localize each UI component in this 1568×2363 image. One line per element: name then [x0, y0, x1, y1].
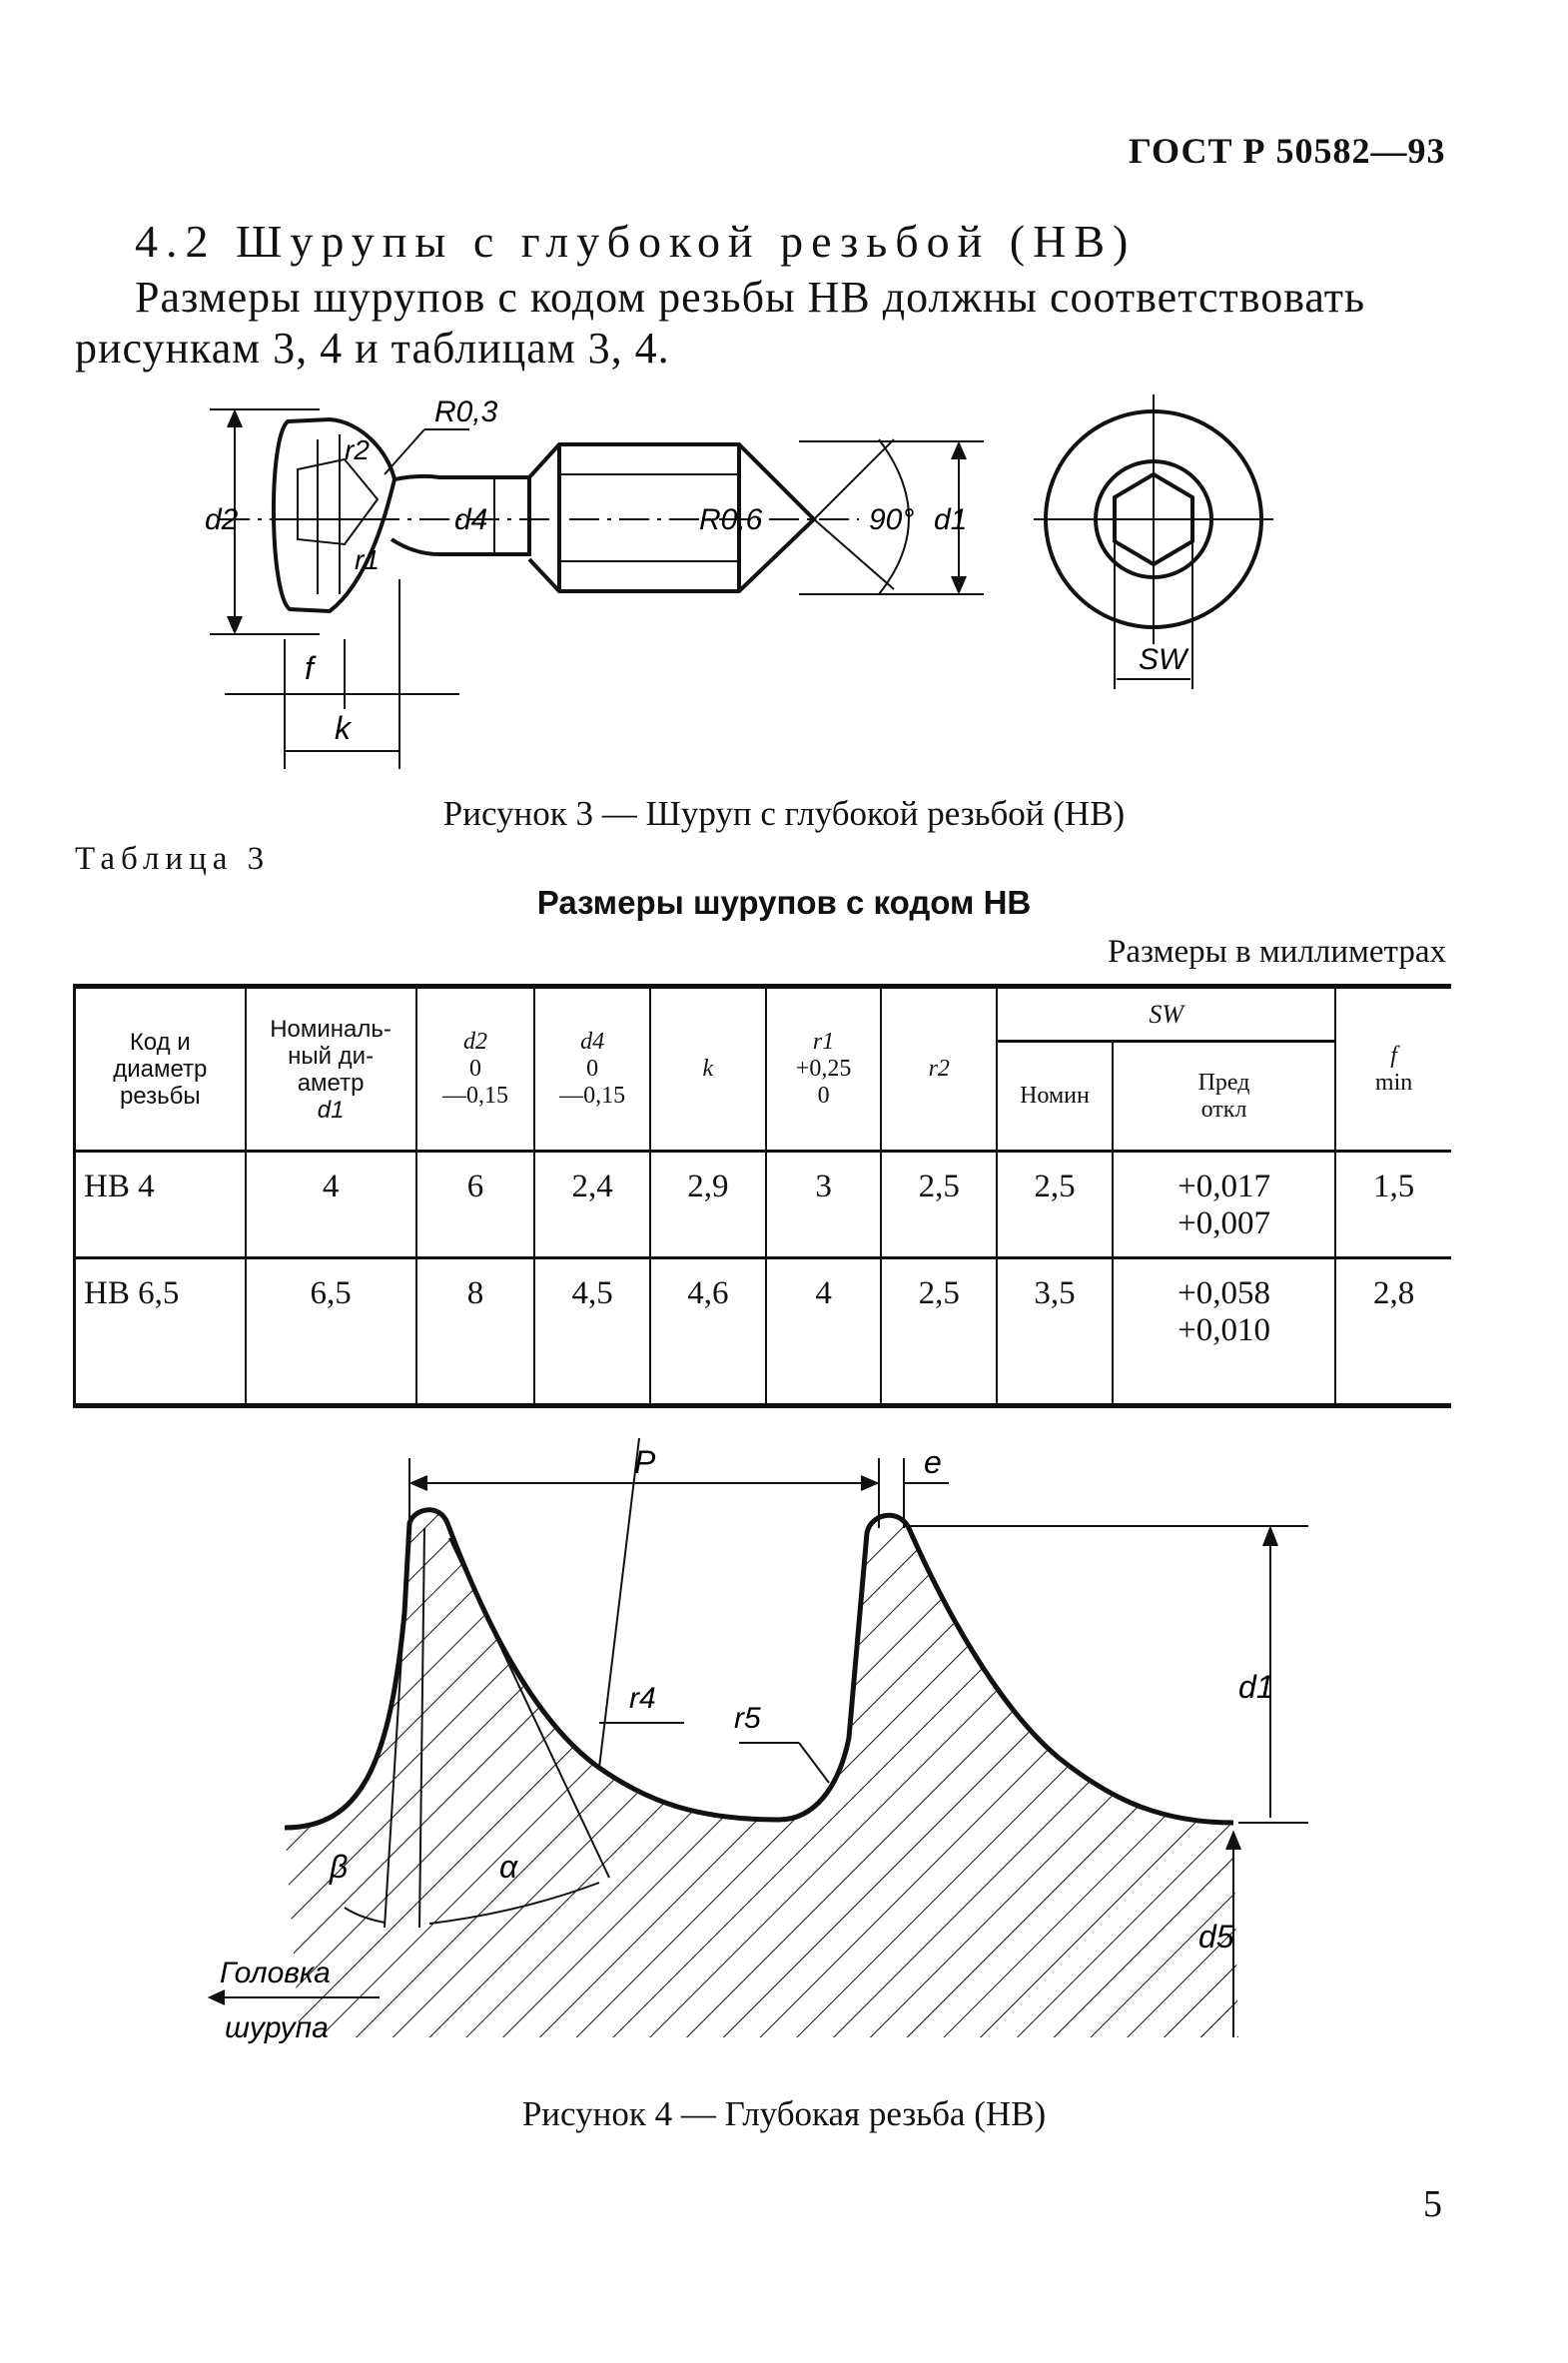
label-r5: r5: [734, 1702, 761, 1735]
label-sw: SW: [1139, 643, 1187, 676]
cell-d1: 6,5: [246, 1258, 416, 1406]
label-r2: r2: [345, 434, 370, 465]
cell-sw-nominal: 2,5: [997, 1152, 1113, 1258]
table-label: Таблица 3: [75, 841, 271, 877]
cell-code: НВ 6,5: [75, 1258, 246, 1406]
header-k: k: [650, 987, 766, 1152]
label-beta: β: [330, 1849, 349, 1885]
header-code: Код и диаметр резьбы: [75, 987, 246, 1152]
label-r03: R0,3: [434, 395, 498, 428]
figure-4-caption: Рисунок 4 — Глубокая резьба (НВ): [521, 2094, 1047, 2133]
label-d1: d1: [934, 503, 968, 536]
table-row: [75, 1152, 1452, 1258]
table-title: Размеры шурупов с кодом НВ: [536, 884, 1032, 921]
dimensions-table: [73, 984, 1451, 1408]
cell-sw-deviation: +0,058 +0,010: [1113, 1258, 1335, 1406]
label-k: k: [335, 710, 351, 746]
header-d2: d2 0 —0,15: [416, 987, 535, 1152]
cell-code: НВ 4: [75, 1152, 246, 1258]
cell-d4: 2,4: [534, 1152, 650, 1258]
figure-3-caption: Рисунок 3 — Шуруп с глубокой резьбой (НВ): [442, 794, 1126, 833]
cell-f: 2,8: [1335, 1258, 1451, 1406]
label-r06: R0,6: [699, 503, 763, 536]
header-sw: SW: [997, 987, 1335, 1042]
cell-d2: 8: [416, 1258, 535, 1406]
page-number: 5: [1423, 2183, 1442, 2225]
label-d5: d5: [1198, 1919, 1234, 1955]
cell-k: 4,6: [650, 1258, 766, 1406]
header-sw-deviation: Пред откл: [1113, 1042, 1335, 1152]
header-r2: r2: [881, 987, 997, 1152]
header-nominal: Номиналь- ный ди- аметр d1: [246, 987, 416, 1152]
figure-4-drawing: [0, 1438, 1568, 2077]
cell-r1: 4: [766, 1258, 882, 1406]
label-p: P: [634, 1444, 656, 1480]
header-d4: d4 0 —0,15: [534, 987, 650, 1152]
cell-r2: 2,5: [881, 1258, 997, 1406]
header-sw-nominal: Номин: [997, 1042, 1113, 1152]
section-heading: 4.2 Шурупы с глубокой резьбой (НВ): [135, 216, 1137, 267]
cell-f: 1,5: [1335, 1152, 1451, 1258]
header-r1: r1 +0,25 0: [766, 987, 882, 1152]
label-head-line2: шурупа: [225, 2011, 329, 2044]
cell-sw-nominal: 3,5: [997, 1258, 1113, 1406]
cell-k: 2,9: [650, 1152, 766, 1258]
label-f: f: [305, 650, 314, 686]
figure-3-drawing: [0, 380, 1568, 799]
label-r1: r1: [355, 544, 380, 575]
header-f: f min: [1335, 987, 1451, 1152]
label-e: e: [924, 1444, 942, 1480]
paragraph-line-1: Размеры шурупов с кодом резьбы НВ должны соответствовать: [135, 273, 1366, 322]
cell-d2: 6: [416, 1152, 535, 1258]
label-d4: d4: [454, 503, 488, 536]
cell-r1: 3: [766, 1152, 882, 1258]
cell-r2: 2,5: [881, 1152, 997, 1258]
cell-d1: 4: [246, 1152, 416, 1258]
cell-sw-deviation: +0,017 +0,007: [1113, 1152, 1335, 1258]
label-angle: 90°: [869, 503, 915, 536]
paragraph-line-2: рисункам 3, 4 и таблицам 3, 4.: [75, 324, 670, 373]
label-d1: d1: [1238, 1669, 1274, 1705]
label-alpha: α: [499, 1849, 518, 1885]
standard-number: ГОСТ Р 50582—93: [1129, 131, 1446, 171]
table-units: Размеры в миллиметрах: [1108, 934, 1446, 970]
cell-d4: 4,5: [534, 1258, 650, 1406]
table-row: [75, 1258, 1452, 1406]
label-r4: r4: [629, 1682, 656, 1715]
label-d2: d2: [205, 503, 239, 536]
label-head-line1: Головка: [220, 1957, 331, 1989]
